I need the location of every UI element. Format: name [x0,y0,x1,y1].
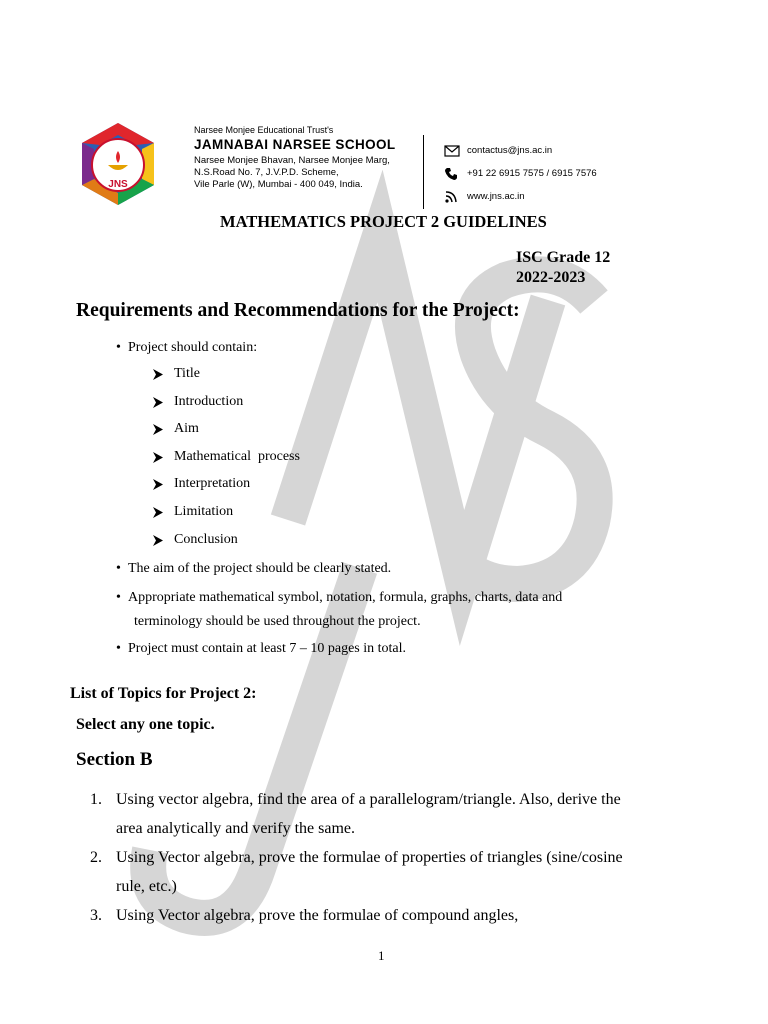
address-line: Narsee Monjee Bhavan, Narsee Monjee Marg, [194,155,390,166]
content-item [153,532,238,548]
phone-row [444,162,597,185]
content-item [153,504,233,520]
school-name: JAMNABAI NARSEE SCHOOL [194,137,396,152]
content-item-text: Aim [174,421,199,436]
content-item [153,449,300,465]
phone-icon [444,167,460,181]
topic-text [116,785,696,843]
select-instruction: Select any one topic. [76,716,215,733]
arrow-bullet-icon [153,535,163,546]
topic-line: Using Vector algebra, prove the formulae of properties of triangles (sine/cosine [116,849,623,866]
content-item-text: Interpretation [174,476,251,491]
arrow-bullet-icon [153,452,163,463]
content-item [153,394,243,410]
contact-block [444,139,597,208]
svg-text:JNS: JNS [108,179,128,190]
website-row [444,185,597,208]
academic-year: 2022-2023 [516,269,586,286]
topic-number: 1. [90,791,102,808]
rss-icon [444,190,460,204]
arrow-bullet-icon [153,369,163,380]
arrow-bullet-icon [153,507,163,518]
topic-line: Using Vector algebra, prove the formulae of compound angles, [116,907,519,924]
mail-icon [444,144,460,158]
bullet-item [116,340,257,356]
email-text[interactable]: contactus@jns.ac.in [467,145,553,156]
content-item-text: Mathematical process [174,449,300,464]
requirements-heading: Requirements and Recommendations for the Project: [76,300,520,321]
school-info [194,125,396,191]
content-item-text: Limitation [174,504,234,519]
topic-text [116,843,696,901]
topic-text [116,901,696,930]
page-number: 1 [378,948,385,963]
content-item-text: Title [174,366,200,381]
grade-block [516,248,610,288]
phone-text: +91 22 6915 7575 / 6915 7576 [467,168,597,179]
topic-line: area analytically and verify the same. [116,820,355,837]
document-title: MATHEMATICS PROJECT 2 GUIDELINES [220,212,547,231]
website-text[interactable]: www.jns.ac.in [467,191,525,202]
content-item [153,421,199,437]
arrow-bullet-icon [153,479,163,490]
bullet-text: The aim of the project should be clearly stated. [128,561,392,576]
section-heading: Section B [76,749,153,770]
bullet-text: Project must contain at least 7 – 10 pages in total. [128,641,406,656]
bullet-item [116,641,406,657]
arrow-bullet-icon [153,424,163,435]
topic-item [90,843,680,901]
content-item-text: Conclusion [174,532,238,547]
header-divider [423,135,424,209]
topic-line: Using vector algebra, find the area of a parallelogram/triangle. Also, derive the [116,791,621,808]
bullet-icon: • [116,641,121,656]
topic-number: 3. [90,907,102,924]
grade-label: ISC Grade 12 [516,249,611,266]
trust-name: Narsee Monjee Educational Trust's [194,125,334,135]
address-line: Vile Parle (W), Mumbai - 400 049, India. [194,179,363,190]
bullet-text: Appropriate mathematical symbol, notation, formula, graphs, charts, data and [128,590,563,605]
topic-item [90,785,680,843]
topic-item [90,901,680,930]
bullet-text: Project should contain: [128,340,258,355]
bullet-icon: • [116,590,121,605]
bullet-item [116,590,562,606]
school-logo [78,121,158,207]
bullet-text-continuation: terminology should be used throughout the project. [134,614,421,629]
address-line: N.S.Road No. 7, J.V.P.D. Scheme, [194,167,339,178]
topic-line: rule, etc.) [116,878,177,895]
content-item-text: Introduction [174,394,244,409]
content-item [153,476,250,492]
bullet-icon: • [116,340,121,355]
bullet-item [116,561,391,577]
email-row [444,139,597,162]
topic-number: 2. [90,849,102,866]
arrow-bullet-icon [153,397,163,408]
topics-heading: List of Topics for Project 2: [70,685,257,702]
content-item [153,366,200,382]
letterhead [72,115,694,209]
bullet-icon: • [116,561,121,576]
